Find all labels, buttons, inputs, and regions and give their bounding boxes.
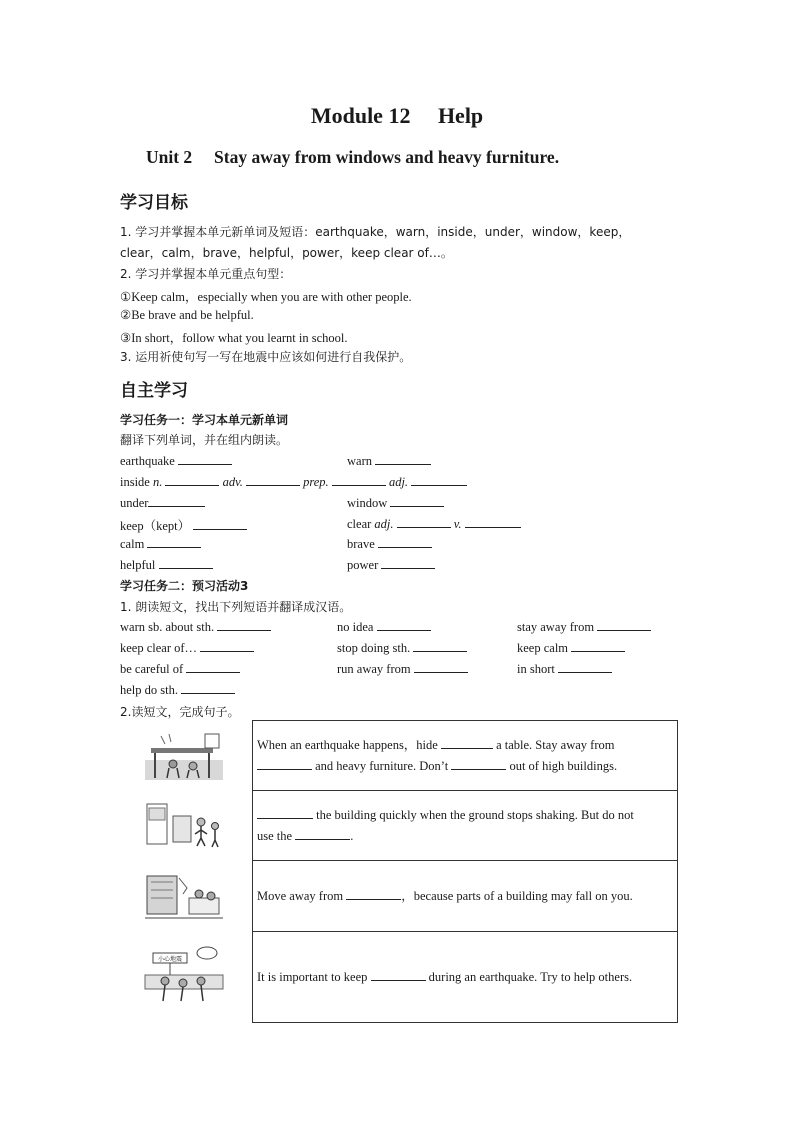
warning-sign-text: 小心地震 xyxy=(157,956,183,963)
phrase-item: stay away from xyxy=(517,619,651,635)
answer-blank[interactable] xyxy=(159,557,213,569)
table-row xyxy=(253,861,678,932)
answer-blank[interactable] xyxy=(181,682,235,694)
phrase-item: help do sth. xyxy=(120,682,235,698)
word-brave: brave xyxy=(347,536,432,552)
word-warn: warn xyxy=(347,453,431,469)
answer-blank[interactable] xyxy=(377,619,431,631)
answer-blank[interactable] xyxy=(558,661,612,673)
phrase-item: no idea xyxy=(337,619,431,635)
key-sentence-2: ②Be brave and be helpful. xyxy=(120,308,254,322)
word-earthquake: earthquake xyxy=(120,453,232,469)
sentence-cell: the building quickly when the ground stops shaking. But do not use the . xyxy=(253,791,678,861)
answer-blank[interactable] xyxy=(441,737,493,749)
word-window: window xyxy=(347,495,444,511)
answer-blank[interactable] xyxy=(346,888,401,900)
goal-3: 3. 运用祈使句写一写在地震中应该如何进行自我保护。 xyxy=(120,350,412,364)
task-1-instruction: 翻译下列单词，并在组内朗读。 xyxy=(120,433,289,447)
task-2-part-2: 2.读短文，完成句子。 xyxy=(120,705,240,719)
sentence-cell: Move away from ，because parts of a building may fall on you. xyxy=(253,861,678,932)
answer-blank[interactable] xyxy=(597,619,651,631)
falling-parts-illustration xyxy=(143,870,225,922)
answer-blank[interactable] xyxy=(375,453,431,465)
answer-blank[interactable] xyxy=(381,557,435,569)
word-helpful: helpful xyxy=(120,557,213,573)
answer-blank[interactable] xyxy=(186,661,240,673)
goal-1-line-1: 1. 学习并掌握本单元新单词及短语：earthquake，warn，inside，under，window，keep， xyxy=(120,225,631,239)
task-1-title: 学习任务一：学习本单元新单词 xyxy=(120,413,289,427)
answer-blank[interactable] xyxy=(148,495,205,507)
phrase-item: keep clear of… xyxy=(120,640,254,656)
answer-blank[interactable] xyxy=(295,828,350,840)
section-heading-self-study: 自主学习 xyxy=(120,381,188,401)
answer-blank[interactable] xyxy=(571,640,625,652)
phrase-item: run away from xyxy=(337,661,468,677)
phrase-item: stop doing sth. xyxy=(337,640,467,656)
section-heading-goals: 学习目标 xyxy=(120,193,188,213)
answer-blank[interactable] xyxy=(217,619,271,631)
phrase-item: in short xyxy=(517,661,612,677)
answer-blank[interactable] xyxy=(193,518,247,530)
answer-blank[interactable] xyxy=(165,474,219,486)
word-under: under xyxy=(120,495,205,511)
goal-2: 2. 学习并掌握本单元重点句型： xyxy=(120,267,292,281)
word-keep: keep（kept） xyxy=(120,516,247,534)
answer-blank[interactable] xyxy=(257,807,313,819)
answer-blank[interactable] xyxy=(413,640,467,652)
phrase-item: keep calm xyxy=(517,640,625,656)
table-hiding-illustration xyxy=(143,730,225,782)
unit-subtitle: Unit 2 Stay away from windows and heavy furniture. xyxy=(146,147,560,167)
key-sentence-3: ③In short，follow what you learnt in school. xyxy=(120,331,348,345)
page-title: Module 12 Help xyxy=(310,103,484,128)
task-2-instruction: 1. 朗读短文，找出下列短语并翻译成汉语。 xyxy=(120,600,352,614)
word-calm: calm xyxy=(120,536,201,552)
answer-blank[interactable] xyxy=(332,474,386,486)
sentence-cell: When an earthquake happens，hide a table. Stay away from and heavy furniture. Don’t out of high buildings. xyxy=(253,721,678,791)
answer-blank[interactable] xyxy=(465,516,521,528)
answer-blank[interactable] xyxy=(411,474,467,486)
answer-blank[interactable] xyxy=(397,516,451,528)
word-clear: clear adj. v. xyxy=(347,516,521,532)
answer-blank[interactable] xyxy=(378,536,432,548)
sentence-completion-table xyxy=(252,720,678,1023)
sentence-cell: It is important to keep during an earthquake. Try to help others. xyxy=(253,932,678,1023)
keep-calm-illustration xyxy=(143,945,225,1005)
phrase-item: be careful of xyxy=(120,661,240,677)
table-row xyxy=(253,791,678,861)
task-2-title: 学习任务二：预习活动3 xyxy=(120,579,249,593)
answer-blank[interactable] xyxy=(371,969,426,981)
answer-blank[interactable] xyxy=(414,661,468,673)
answer-blank[interactable] xyxy=(200,640,254,652)
table-row xyxy=(253,721,678,791)
answer-blank[interactable] xyxy=(147,536,201,548)
answer-blank[interactable] xyxy=(390,495,444,507)
answer-blank[interactable] xyxy=(451,758,506,770)
word-inside: inside n. adv. prep. adj. xyxy=(120,474,467,490)
answer-blank[interactable] xyxy=(178,453,232,465)
word-power: power xyxy=(347,557,435,573)
answer-blank[interactable] xyxy=(257,758,312,770)
leave-building-illustration xyxy=(143,800,225,852)
key-sentence-1: ①Keep calm，especially when you are with other people. xyxy=(120,290,412,304)
answer-blank[interactable] xyxy=(246,474,300,486)
goal-1-line-2: clear，calm，brave，helpful，power，keep clear of…。 xyxy=(120,246,453,260)
table-row xyxy=(253,932,678,1023)
phrase-item: warn sb. about sth. xyxy=(120,619,271,635)
